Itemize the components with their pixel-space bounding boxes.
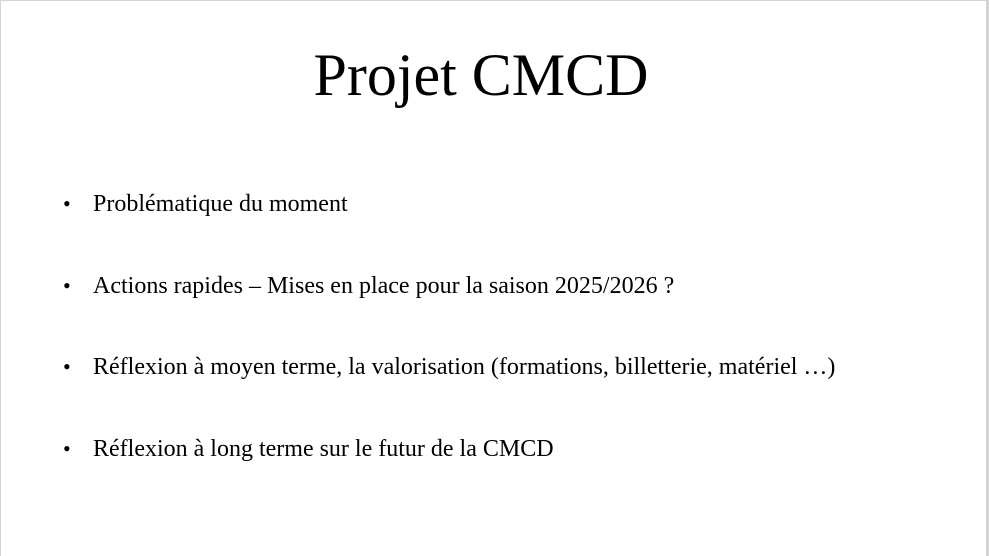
bullet-text: Problématique du moment — [93, 191, 348, 217]
bullet-text: Réflexion à long terme sur le futur de la CMCD — [93, 436, 554, 462]
bullet-text: Réflexion à moyen terme, la valorisation (formations, billetterie, matériel …) — [93, 354, 836, 380]
bullet-icon: • — [63, 436, 71, 461]
bullet-text: Actions rapides – Mises en place pour la saison 2025/2026 ? — [93, 273, 675, 299]
bullet-icon: • — [63, 273, 71, 298]
bullet-icon: • — [63, 191, 71, 216]
slide-title: Projet CMCD — [313, 42, 649, 108]
bullet-icon: • — [63, 354, 71, 379]
